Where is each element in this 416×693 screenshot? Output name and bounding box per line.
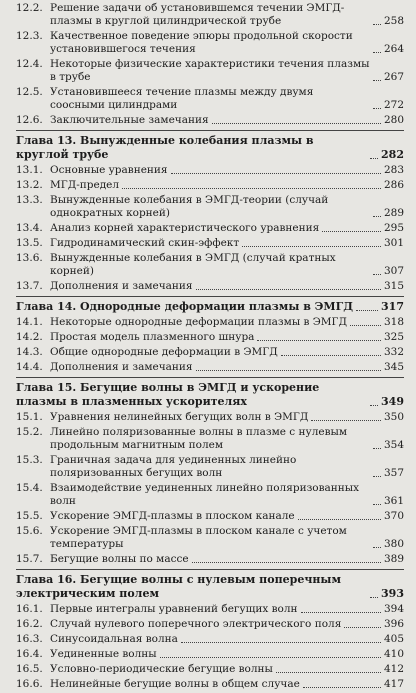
dot-leader <box>196 370 381 371</box>
toc-entry[interactable] <box>16 663 404 678</box>
entry-title: Качественное поведение эпюры продольной скорости установившегося течения <box>50 30 353 55</box>
entry-page: 264 <box>383 43 404 55</box>
toc-entry[interactable] <box>16 280 404 295</box>
entry-page: 318 <box>383 316 404 328</box>
dot-leader <box>373 448 381 449</box>
dot-leader <box>373 476 381 477</box>
chapter-page: 349 <box>381 395 404 408</box>
toc-entry[interactable] <box>16 331 404 346</box>
entry-title: Гидродинамический скин-эффект <box>50 237 240 249</box>
toc-entry[interactable] <box>16 510 404 525</box>
dot-leader <box>344 627 381 628</box>
toc-entry[interactable] <box>16 222 404 237</box>
entry-page: 286 <box>383 179 404 191</box>
toc-entry[interactable] <box>16 633 404 648</box>
entry-title: Решение задачи об установившемся течении ЭМГД-плазмы в круглой цилиндрической трубе <box>50 2 345 27</box>
dot-leader <box>181 642 381 643</box>
entry-title: Ускорение ЭМГД-плазмы в плоском канале <box>50 510 295 522</box>
entry-page: 357 <box>383 467 404 479</box>
entry-page: 283 <box>383 164 404 176</box>
dot-leader <box>171 173 381 174</box>
toc-entry[interactable] <box>16 553 404 568</box>
dot-leader <box>257 340 381 341</box>
entry-page: 267 <box>383 71 404 83</box>
entry-page: 350 <box>383 411 404 423</box>
dot-leader <box>303 687 381 688</box>
chapter-heading[interactable] <box>16 296 404 316</box>
entry-number: 14.3. <box>16 346 43 358</box>
entry-title: Простая модель плазменного шнура <box>50 331 255 343</box>
entry-number: 15.6. <box>16 525 43 537</box>
toc-entry[interactable] <box>16 2 404 30</box>
entry-page: 389 <box>383 553 404 565</box>
section-12-list <box>16 2 404 129</box>
entry-page: 280 <box>383 114 404 126</box>
entry-number: 16.3. <box>16 633 43 645</box>
chapter-title: Глава 14. Однородные деформации плазмы в ЭМГД <box>16 300 353 313</box>
toc-entry[interactable] <box>16 346 404 361</box>
dot-leader <box>311 420 381 421</box>
entry-number: 16.5. <box>16 663 43 675</box>
entry-number: 12.3. <box>16 30 43 42</box>
chapter-13 <box>16 130 404 295</box>
entry-title: Взаимодействие уединенных линейно поляризованных волн <box>50 482 360 507</box>
chapter-heading[interactable] <box>16 377 404 411</box>
toc-entry[interactable] <box>16 454 404 482</box>
dot-leader <box>192 562 381 563</box>
toc-entry[interactable] <box>16 525 404 553</box>
entry-page: 332 <box>383 346 404 358</box>
dot-leader <box>373 274 381 275</box>
entry-title: Некоторые физические характеристики течения плазмы в трубе <box>50 58 370 83</box>
table-of-contents <box>16 2 404 693</box>
dot-leader <box>350 325 381 326</box>
dot-leader <box>322 231 381 232</box>
entry-number: 14.2. <box>16 331 43 343</box>
entry-title: Граничная задача для уединенных линейно поляризованных бегущих волн <box>50 454 297 479</box>
entry-title: Ускорение ЭМГД-плазмы в плоском канале с учетом температуры <box>50 525 347 550</box>
entry-page: 272 <box>383 99 404 111</box>
entry-page: 315 <box>383 280 404 292</box>
toc-entry[interactable] <box>16 482 404 510</box>
entry-page: 394 <box>383 603 404 615</box>
entry-number: 15.5. <box>16 510 43 522</box>
entry-title: Условно-периодические бегущие волны <box>50 663 273 675</box>
toc-entry[interactable] <box>16 194 404 222</box>
dot-leader <box>242 246 381 247</box>
toc-entry[interactable] <box>16 164 404 179</box>
entry-page: 354 <box>383 439 404 451</box>
chapter-title: Глава 13. Вынужденные колебания плазмы в круглой трубе <box>16 134 314 161</box>
entry-number: 13.5. <box>16 237 43 249</box>
dot-leader <box>298 519 381 520</box>
entry-page: 345 <box>383 361 404 373</box>
entry-number: 15.1. <box>16 411 43 423</box>
entry-number: 13.6. <box>16 252 43 264</box>
dot-leader <box>160 657 381 658</box>
entry-title: Уравнения нелинейных бегущих волн в ЭМГД <box>50 411 309 423</box>
entry-page: 410 <box>383 648 404 660</box>
entry-number: 13.3. <box>16 194 43 206</box>
dot-leader <box>373 504 381 505</box>
entry-title: Случай нулевого поперечного электрического поля <box>50 618 342 630</box>
chapter-page: 282 <box>381 148 404 161</box>
toc-entry[interactable] <box>16 86 404 114</box>
entry-page: 295 <box>383 222 404 234</box>
dot-leader <box>301 612 381 613</box>
toc-entry[interactable] <box>16 361 404 376</box>
entry-number: 12.6. <box>16 114 43 126</box>
dot-leader <box>373 24 381 25</box>
toc-entry[interactable] <box>16 316 404 331</box>
entry-page: 370 <box>383 510 404 522</box>
entry-title: Вынужденные колебания в ЭМГД-теории (случай однократных корней) <box>50 194 329 219</box>
toc-entry[interactable] <box>16 618 404 633</box>
dot-leader <box>356 310 378 311</box>
dot-leader <box>373 108 381 109</box>
entry-number: 13.7. <box>16 280 43 292</box>
entry-number: 16.2. <box>16 618 43 630</box>
entry-page: 325 <box>383 331 404 343</box>
chapter-15 <box>16 377 404 568</box>
entry-title: Заключительные замечания <box>50 114 209 126</box>
entry-number: 12.4. <box>16 58 43 70</box>
entry-page: 380 <box>383 538 404 550</box>
entry-page: 301 <box>383 237 404 249</box>
entry-page: 289 <box>383 207 404 219</box>
toc-entry[interactable] <box>16 411 404 426</box>
chapter-heading[interactable] <box>16 569 404 603</box>
chapter-16 <box>16 569 404 693</box>
entry-title: Нелинейные бегущие волны в общем случае <box>50 678 300 690</box>
entry-title: Дополнения и замечания <box>50 280 193 292</box>
entry-number: 12.2. <box>16 2 43 14</box>
entry-number: 13.4. <box>16 222 43 234</box>
entry-title: Синусоидальная волна <box>50 633 178 645</box>
dot-leader <box>370 597 378 598</box>
dot-leader <box>370 405 378 406</box>
entry-title: Анализ корней характеристического уравнения <box>50 222 320 234</box>
toc-entry[interactable] <box>16 30 404 58</box>
toc-entry[interactable] <box>16 678 404 693</box>
chapter-14 <box>16 296 404 376</box>
entry-page: 405 <box>383 633 404 645</box>
entry-title: Вынужденные колебания в ЭМГД (случай кратных корней) <box>50 252 336 277</box>
dot-leader <box>373 547 381 548</box>
dot-leader <box>373 80 381 81</box>
entry-number: 13.2. <box>16 179 43 191</box>
dot-leader <box>276 672 381 673</box>
chapter-heading[interactable] <box>16 130 404 164</box>
entry-title: Уединенные волны <box>50 648 157 660</box>
dot-leader <box>122 188 381 189</box>
entry-title: Установившееся течение плазмы между двумя соосными цилиндрами <box>50 86 314 111</box>
entry-page: 396 <box>383 618 404 630</box>
toc-entry[interactable] <box>16 237 404 252</box>
chapter-title: Глава 16. Бегущие волны с нулевым поперечным электрическим полем <box>16 573 341 600</box>
entry-number: 12.5. <box>16 86 43 98</box>
dot-leader <box>373 52 381 53</box>
dot-leader <box>196 289 381 290</box>
toc-entry[interactable] <box>16 603 404 618</box>
entry-number: 16.4. <box>16 648 43 660</box>
entry-title: Первые интегралы уравнений бегущих волн <box>50 603 298 615</box>
dot-leader <box>281 355 381 356</box>
entry-number: 16.1. <box>16 603 43 615</box>
entry-page: 361 <box>383 495 404 507</box>
entry-title: Линейно поляризованные волны в плазме с нулевым продольным магнитным полем <box>50 426 348 451</box>
entry-page: 258 <box>383 15 404 27</box>
dot-leader <box>373 216 381 217</box>
toc-entry[interactable] <box>16 114 404 129</box>
toc-entry[interactable] <box>16 252 404 280</box>
entry-number: 15.2. <box>16 426 43 438</box>
entry-title: Некоторые однородные деформации плазмы в ЭМГД <box>50 316 348 328</box>
entry-title: Общие однородные деформации в ЭМГД <box>50 346 278 358</box>
entry-number: 14.1. <box>16 316 43 328</box>
toc-entry[interactable] <box>16 179 404 194</box>
entry-number: 13.1. <box>16 164 43 176</box>
entry-title: Основные уравнения <box>50 164 168 176</box>
entry-number: 15.7. <box>16 553 43 565</box>
entry-title: МГД-предел <box>50 179 120 191</box>
entry-page: 417 <box>383 678 404 690</box>
entry-page: 307 <box>383 265 404 277</box>
entry-number: 14.4. <box>16 361 43 373</box>
entry-number: 15.3. <box>16 454 43 466</box>
dot-leader <box>370 158 378 159</box>
toc-entry[interactable] <box>16 426 404 454</box>
toc-entry[interactable] <box>16 58 404 86</box>
entry-title: Дополнения и замечания <box>50 361 193 373</box>
chapter-title: Глава 15. Бегущие волны в ЭМГД и ускорение плазмы в плазменных ускорителях <box>16 381 320 408</box>
toc-entry[interactable] <box>16 648 404 663</box>
chapter-page: 393 <box>381 587 404 600</box>
entry-title: Бегущие волны по массе <box>50 553 189 565</box>
entry-number: 15.4. <box>16 482 43 494</box>
entry-page: 412 <box>383 663 404 675</box>
chapter-page: 317 <box>381 300 404 313</box>
entry-number: 16.6. <box>16 678 43 690</box>
dot-leader <box>212 123 381 124</box>
